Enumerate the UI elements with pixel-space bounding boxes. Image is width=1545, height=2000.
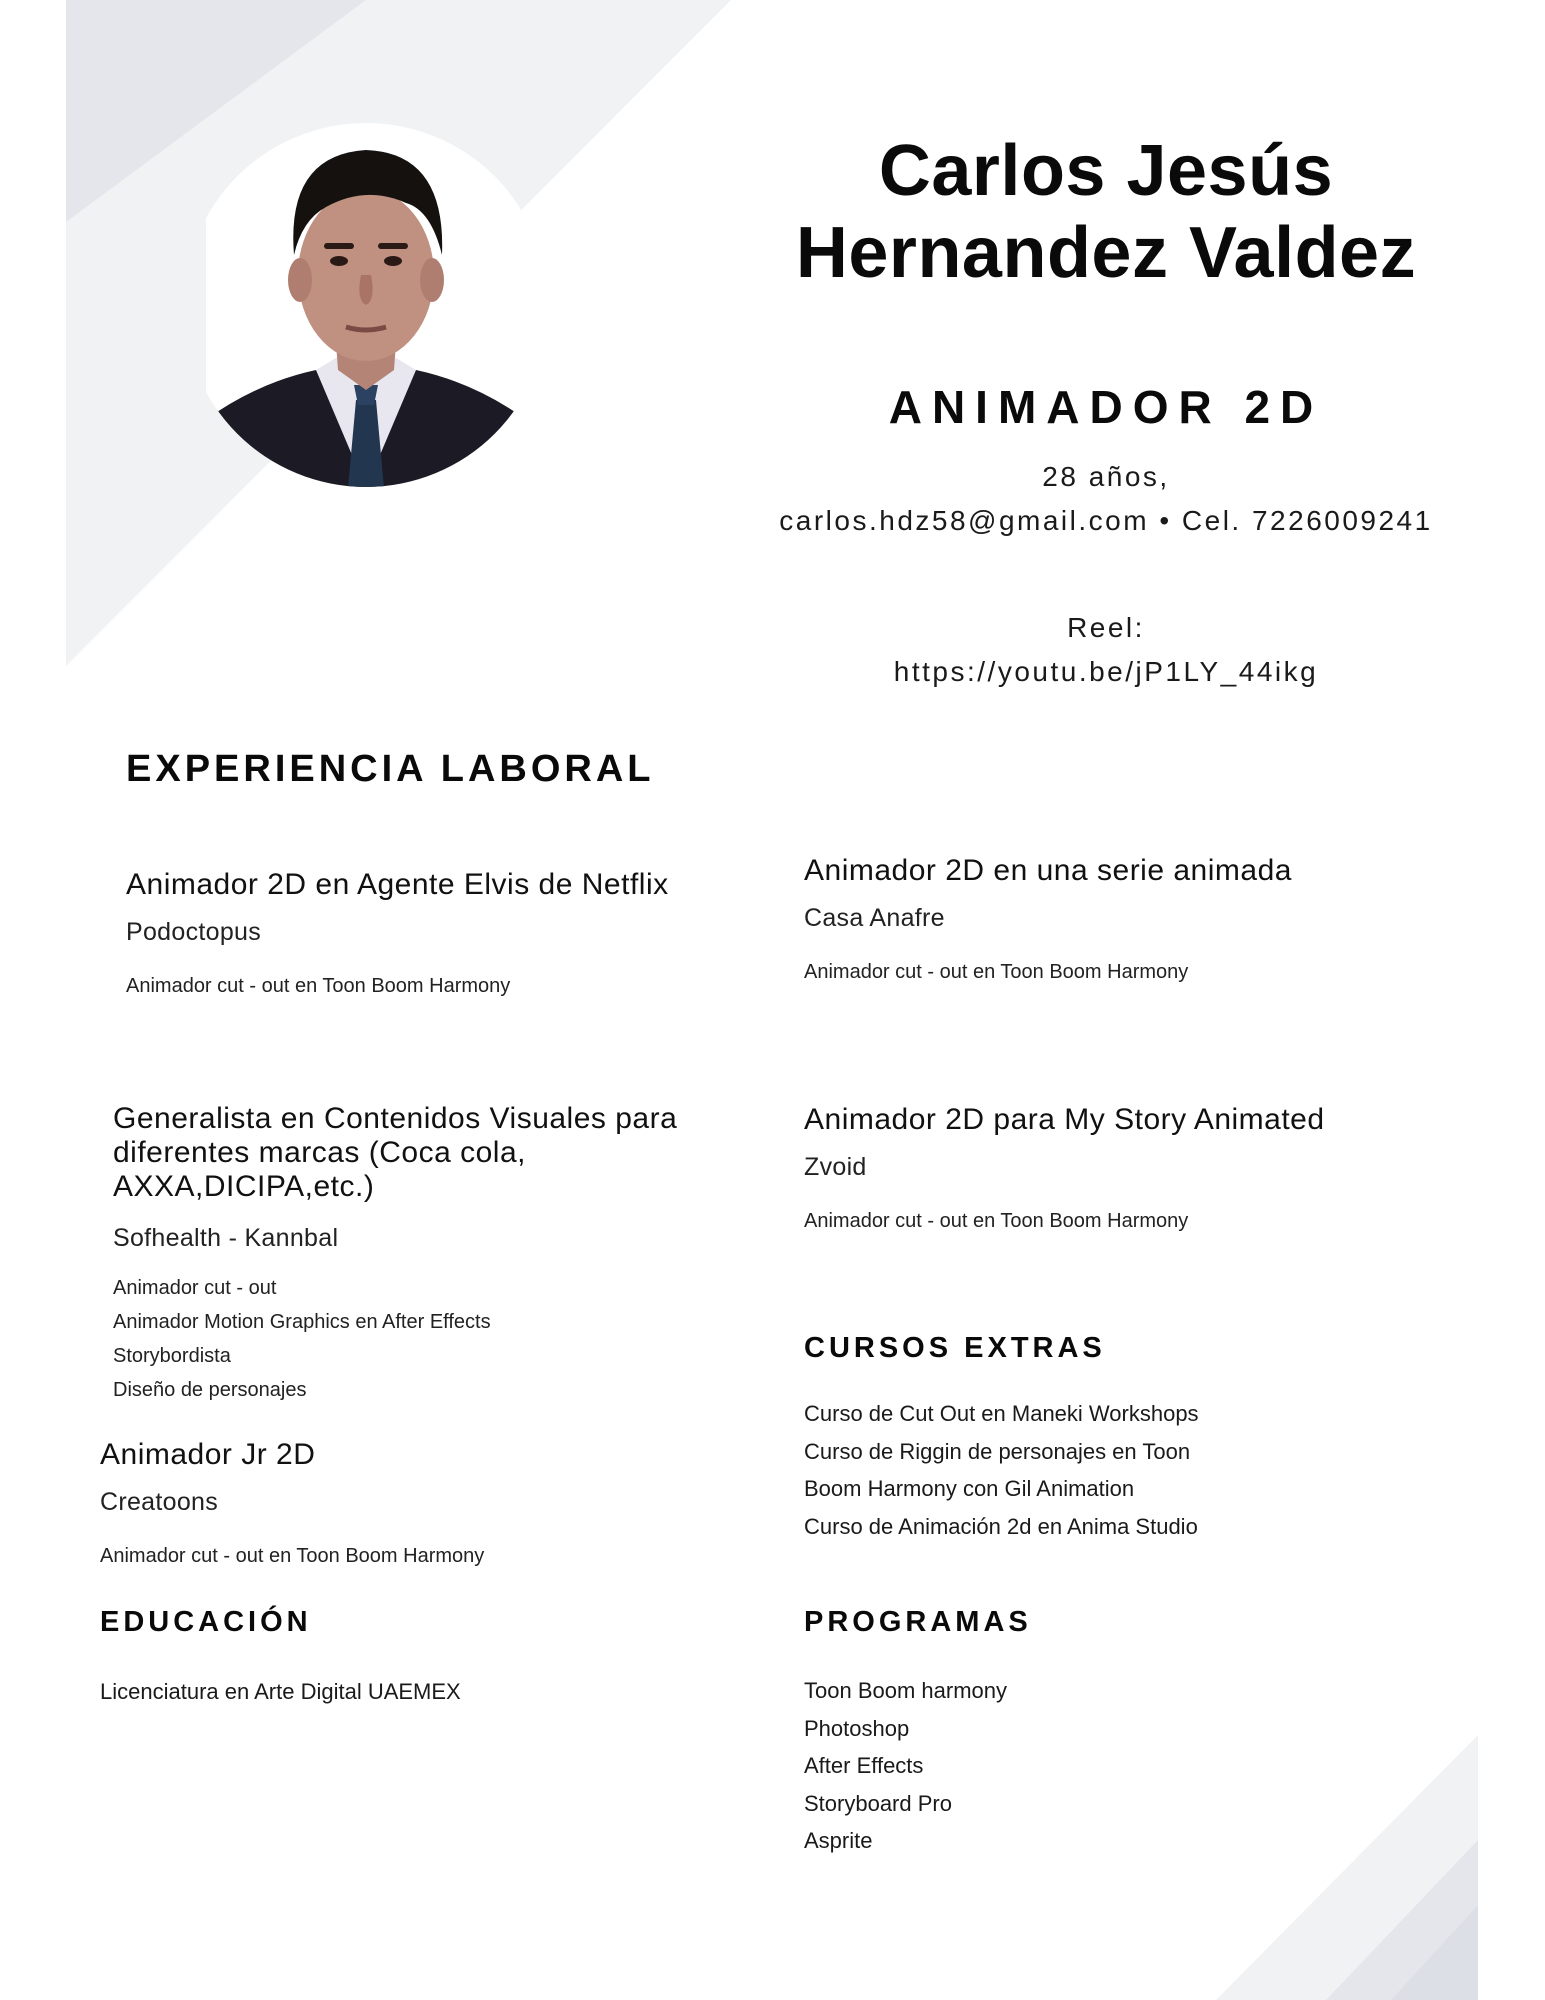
courses-heading: CURSOS EXTRAS — [804, 1332, 1106, 1364]
reel-info — [666, 606, 1478, 694]
job-title: Animador 2D en Agente Elvis de Netflix — [126, 868, 669, 901]
list-item: Photoshop — [804, 1715, 910, 1741]
reel-link[interactable]: https://youtu.be/jP1LY_44ikg — [893, 656, 1319, 687]
list-item: Curso de Animación 2d en Anima Studio — [804, 1513, 1198, 1539]
email-phone-text: carlos.hdz58@gmail.com • Cel. 7226009241 — [779, 505, 1433, 536]
job-company: Casa Anafre — [804, 904, 945, 932]
job-title — [113, 1102, 763, 1204]
job-description-line: Animador Motion Graphics en After Effects — [113, 1311, 491, 1333]
experience-heading: EXPERIENCIA LABORAL — [126, 748, 655, 790]
education-list — [100, 1673, 461, 1711]
job-description-line: Animador cut - out en Toon Boom Harmony — [126, 975, 511, 997]
reel-label: Reel: — [1067, 612, 1145, 643]
job-description-line: Animador cut - out en Toon Boom Harmony — [804, 961, 1189, 983]
list-item: After Effects — [804, 1753, 924, 1778]
name-line-1: Carlos Jesús — [878, 131, 1334, 211]
job-description — [804, 1204, 1444, 1238]
job-description-line: Storybordista — [113, 1345, 231, 1367]
programs-heading: PROGRAMAS — [804, 1606, 1032, 1638]
job-title: Animador 2D para My Story Animated — [804, 1103, 1325, 1136]
list-item: Curso de Cut Out en Maneki Workshops — [804, 1401, 1199, 1426]
list-item: Licenciatura en Arte Digital UAEMEX — [100, 1679, 461, 1704]
profile-photo — [206, 115, 526, 488]
job-description — [100, 1539, 720, 1573]
education-heading: EDUCACIÓN — [100, 1606, 312, 1638]
job-title: Animador 2D en una serie animada — [804, 854, 1292, 887]
job-entry — [126, 868, 746, 1003]
job-description-line: Animador cut - out en Toon Boom Harmony — [804, 1210, 1189, 1232]
age-text: 28 años, — [1042, 461, 1170, 492]
job-company: Podoctopus — [126, 918, 262, 946]
job-company: Sofhealth - Kannbal — [113, 1224, 339, 1252]
list-item: Asprite — [804, 1828, 873, 1853]
list-item: Curso de Riggin de personajes en Toon — [804, 1438, 1191, 1464]
job-company: Creatoons — [100, 1488, 219, 1516]
job-title-line: Generalista en Contenidos Visuales para — [113, 1102, 678, 1135]
job-description-line: Animador cut - out en Toon Boom Harmony — [100, 1545, 485, 1567]
courses-list — [804, 1395, 1199, 1545]
job-entry — [804, 854, 1424, 989]
job-entry — [804, 1103, 1444, 1238]
job-role: ANIMADOR 2D — [888, 381, 1324, 433]
job-title-line: diferentes marcas (Coca cola, — [113, 1136, 526, 1169]
job-title: Animador Jr 2D — [100, 1438, 316, 1471]
contact-info — [666, 455, 1478, 543]
list-item: Storyboard Pro — [804, 1790, 952, 1816]
candidate-name — [666, 130, 1478, 294]
job-title-line: AXXA,DICIPA,etc.) — [113, 1170, 375, 1203]
programs-list — [804, 1672, 1007, 1860]
job-entry — [113, 1102, 763, 1407]
job-company: Zvoid — [804, 1153, 867, 1181]
job-description — [804, 955, 1424, 989]
list-item: Boom Harmony con Gil Animation — [804, 1476, 1135, 1501]
job-description — [126, 969, 746, 1003]
list-item: Toon Boom harmony — [804, 1678, 1007, 1703]
job-entry — [100, 1438, 720, 1573]
job-description-line: Diseño de personajes — [113, 1379, 307, 1401]
job-description-line: Animador cut - out — [113, 1277, 277, 1299]
name-line-2: Hernandez Valdez — [795, 213, 1417, 293]
job-description — [113, 1271, 763, 1407]
resume-page — [66, 0, 1478, 2000]
